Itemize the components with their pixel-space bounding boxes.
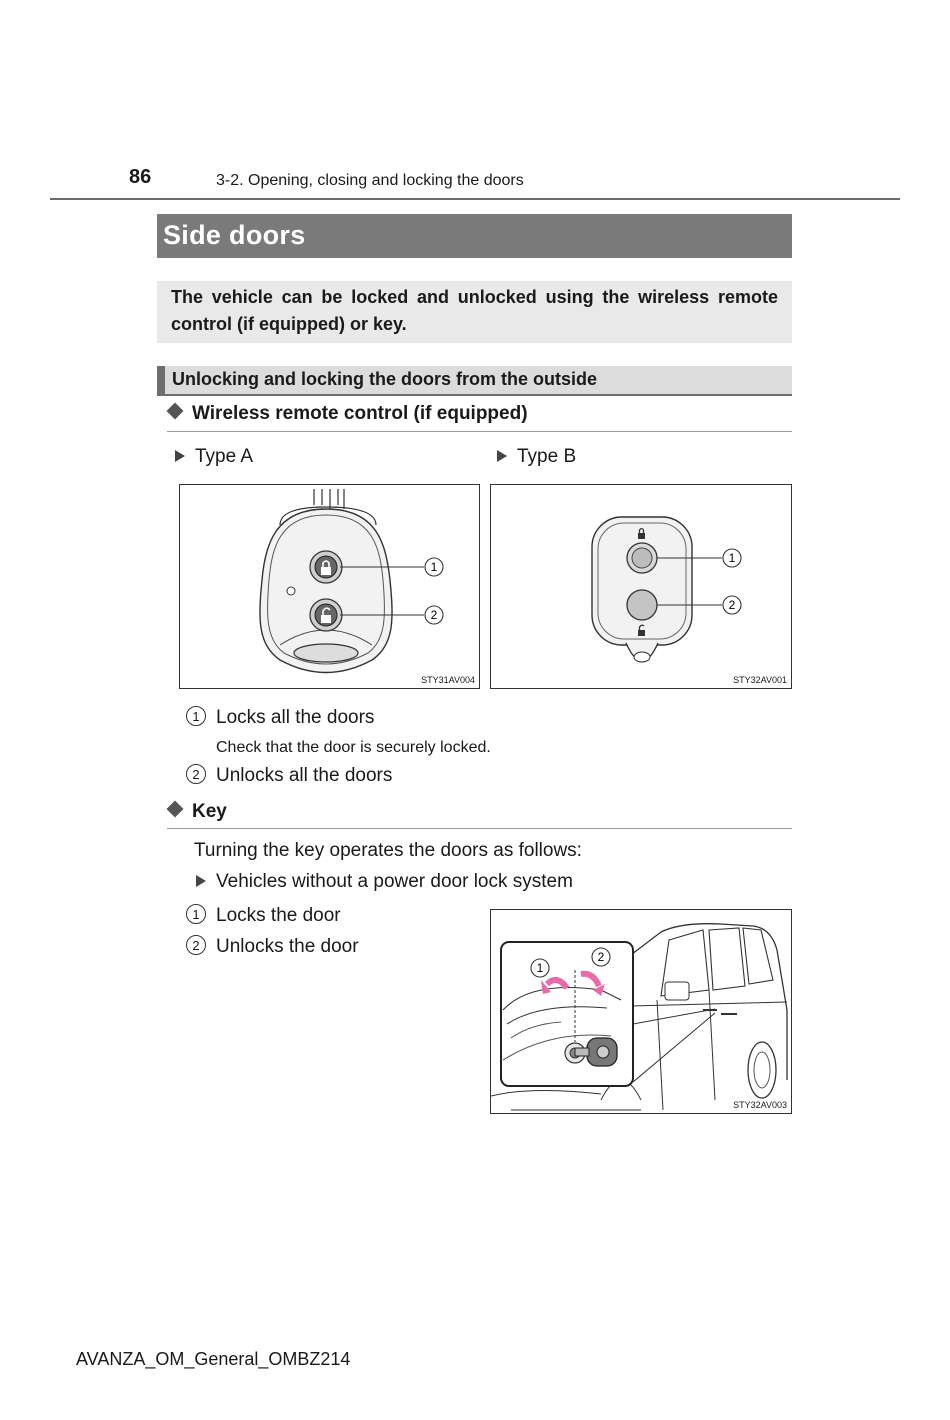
subsection-heading: Unlocking and locking the doors from the outside <box>157 366 792 396</box>
item-text: Unlocks the door <box>216 936 359 957</box>
figure-code: STY32AV001 <box>733 675 787 685</box>
remote-heading-rule <box>167 431 792 432</box>
callout-2: 2 <box>430 608 438 622</box>
diamond-bullet-icon <box>167 801 184 818</box>
figure-code: STY31AV004 <box>421 675 475 685</box>
key-heading <box>169 801 227 823</box>
key-heading-text: Key <box>192 801 227 822</box>
key-subtype-text: Vehicles without a power door lock system <box>216 871 573 892</box>
diamond-bullet-icon <box>167 403 184 420</box>
key-intro: Turning the key operates the doors as follows: <box>194 840 582 861</box>
page-number: 86 <box>129 166 152 188</box>
key-figure <box>490 909 792 1114</box>
callout-2: 2 <box>728 598 736 612</box>
triangle-bullet-icon <box>175 450 185 462</box>
item-text: Locks the door <box>216 905 341 926</box>
callout-1: 1 <box>430 560 438 574</box>
type-a-text: Type A <box>195 446 254 467</box>
item-text: Unlocks all the doors <box>216 765 393 786</box>
type-a-figure <box>179 484 480 689</box>
key-subtype <box>196 871 573 893</box>
callout-1: 1 <box>536 961 544 975</box>
door-key-illustration <box>491 910 791 1113</box>
type-b-label <box>497 446 576 468</box>
triangle-bullet-icon <box>196 875 206 887</box>
item-number: 1 <box>186 706 206 726</box>
remote-type-b-illustration <box>491 485 791 688</box>
remote-type-a-illustration <box>180 485 479 688</box>
item-number: 2 <box>186 935 206 955</box>
key-item-1 <box>186 905 341 927</box>
callout-1: 1 <box>728 551 736 565</box>
remote-item-1-note: Check that the door is securely locked. <box>216 739 491 756</box>
remote-heading-text: Wireless remote control (if equipped) <box>192 403 528 424</box>
type-b-figure <box>490 484 792 689</box>
type-b-text: Type B <box>517 446 577 467</box>
header-rule <box>50 198 900 200</box>
running-head: 3-2. Opening, closing and locking the doors <box>216 172 524 189</box>
key-heading-rule <box>167 828 792 829</box>
callout-2: 2 <box>597 950 605 964</box>
section-title: Side doors <box>157 214 792 258</box>
key-item-2 <box>186 936 359 958</box>
item-number: 1 <box>186 904 206 924</box>
intro-box: The vehicle can be locked and unlocked using the wireless remote control (if equipped) or key. <box>157 281 792 343</box>
figure-code: STY32AV003 <box>733 1100 787 1110</box>
type-a-label <box>175 446 253 468</box>
remote-item-2 <box>186 765 392 787</box>
item-text: Locks all the doors <box>216 707 375 728</box>
item-number: 2 <box>186 764 206 784</box>
triangle-bullet-icon <box>497 450 507 462</box>
footer-code: AVANZA_OM_General_OMBZ214 <box>76 1349 351 1369</box>
remote-item-1 <box>186 707 374 729</box>
remote-heading <box>169 403 528 425</box>
